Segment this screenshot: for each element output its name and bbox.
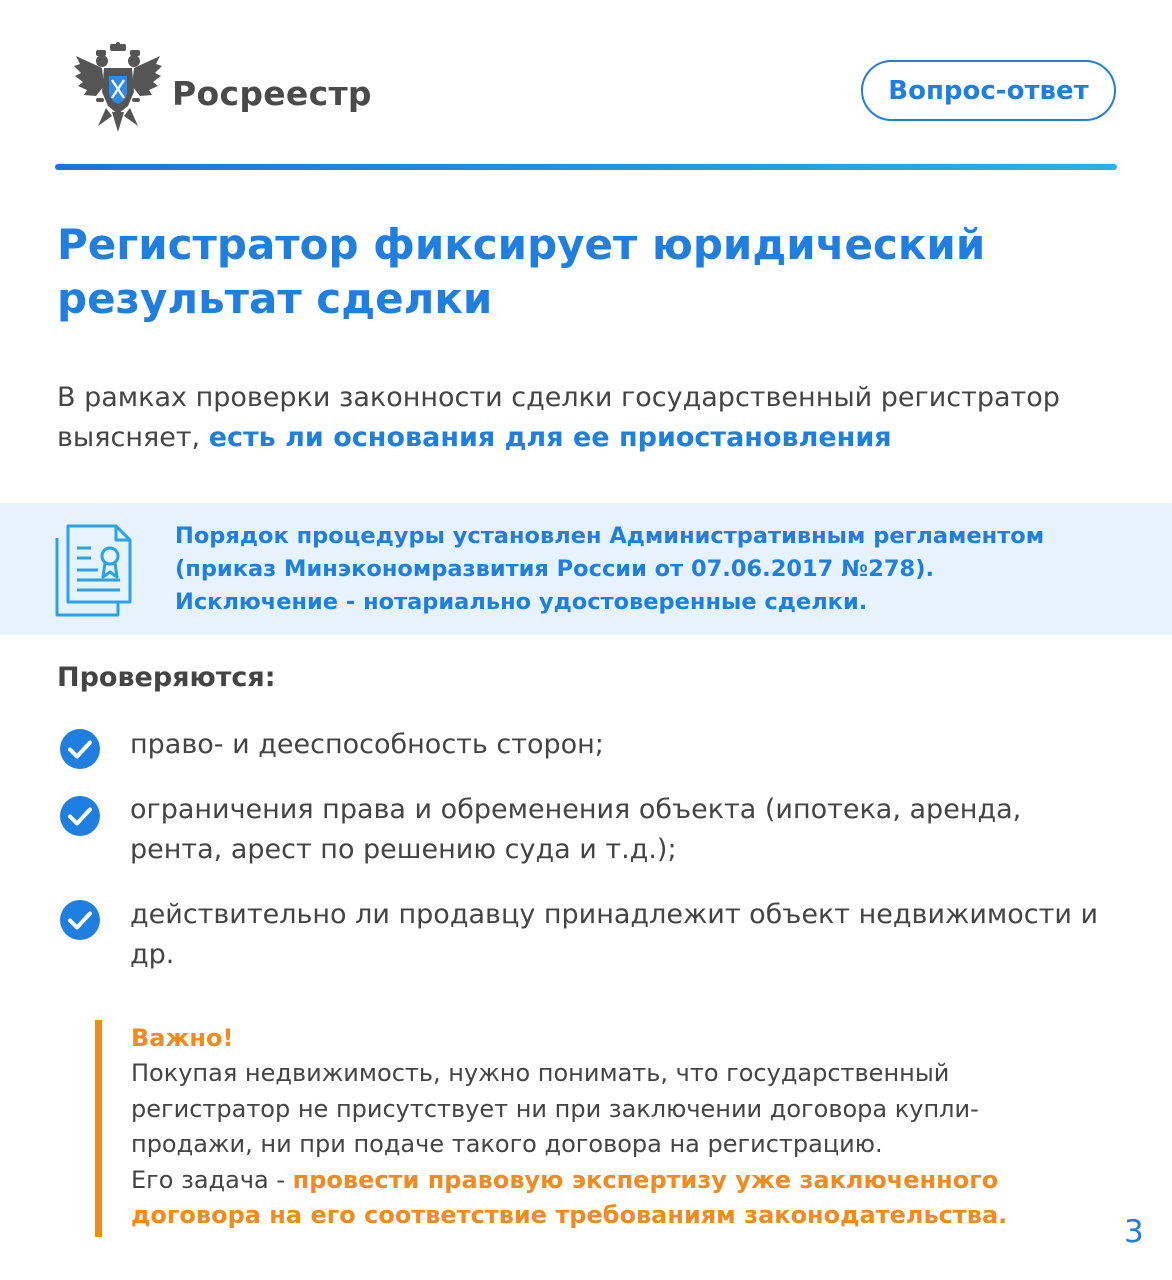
certificate-document-icon: [54, 522, 134, 618]
info-text: [175, 520, 1135, 619]
important-task-highlight: провести правовую экспертизу уже заключенного договора на его соответствие требованиям законодательства.: [131, 1165, 1008, 1229]
info-line-2: (приказ Минэкономразвития России от 07.06.2017 №278).: [175, 556, 935, 582]
intro-text: В рамках проверки законности сделки государственный регистратор выясняет,: [57, 382, 1060, 453]
faq-button[interactable]: Вопрос-ответ: [861, 60, 1116, 121]
check-item-text: право- и дееспособность сторон;: [130, 729, 604, 760]
page-number: 3: [1124, 1214, 1144, 1250]
page-title: Регистратор фиксирует юридический результат сделки: [57, 220, 986, 323]
info-line-3: Исключение - нотариально удостоверенные сделки.: [175, 589, 868, 615]
important-task-prefix: Его задача -: [131, 1165, 293, 1194]
check-item-text: действительно ли продавцу принадлежит объект недвижимости и др.: [130, 899, 1099, 970]
important-text: Покупая недвижимость, нужно понимать, что государственный регистратор не присутствует ни при заключении договора купли-продажи, ни при подаче такого договора на регистрацию.: [131, 1059, 979, 1158]
check-circle-icon: [59, 795, 101, 837]
important-title: Важно!: [131, 1024, 234, 1052]
header: [0, 0, 1172, 175]
header-divider: [55, 164, 1117, 170]
check-circle-icon: [59, 899, 101, 941]
intro-highlight: есть ли основания для ее приостановления: [208, 422, 892, 453]
important-body: [131, 1056, 1055, 1234]
double-headed-eagle-icon: [72, 42, 164, 134]
intro-paragraph: [57, 378, 1127, 458]
check-item-text: ограничения права и обременения объекта (ипотека, аренда, рента, арест по решению суда и т.д.);: [130, 794, 1022, 865]
brand-name: Росреестр: [172, 74, 372, 113]
check-circle-icon: [59, 728, 101, 770]
important-note: [95, 1020, 1055, 1237]
info-line-1: Порядок процедуры установлен Административным регламентом: [175, 523, 1045, 549]
checked-heading: Проверяются:: [57, 662, 276, 693]
